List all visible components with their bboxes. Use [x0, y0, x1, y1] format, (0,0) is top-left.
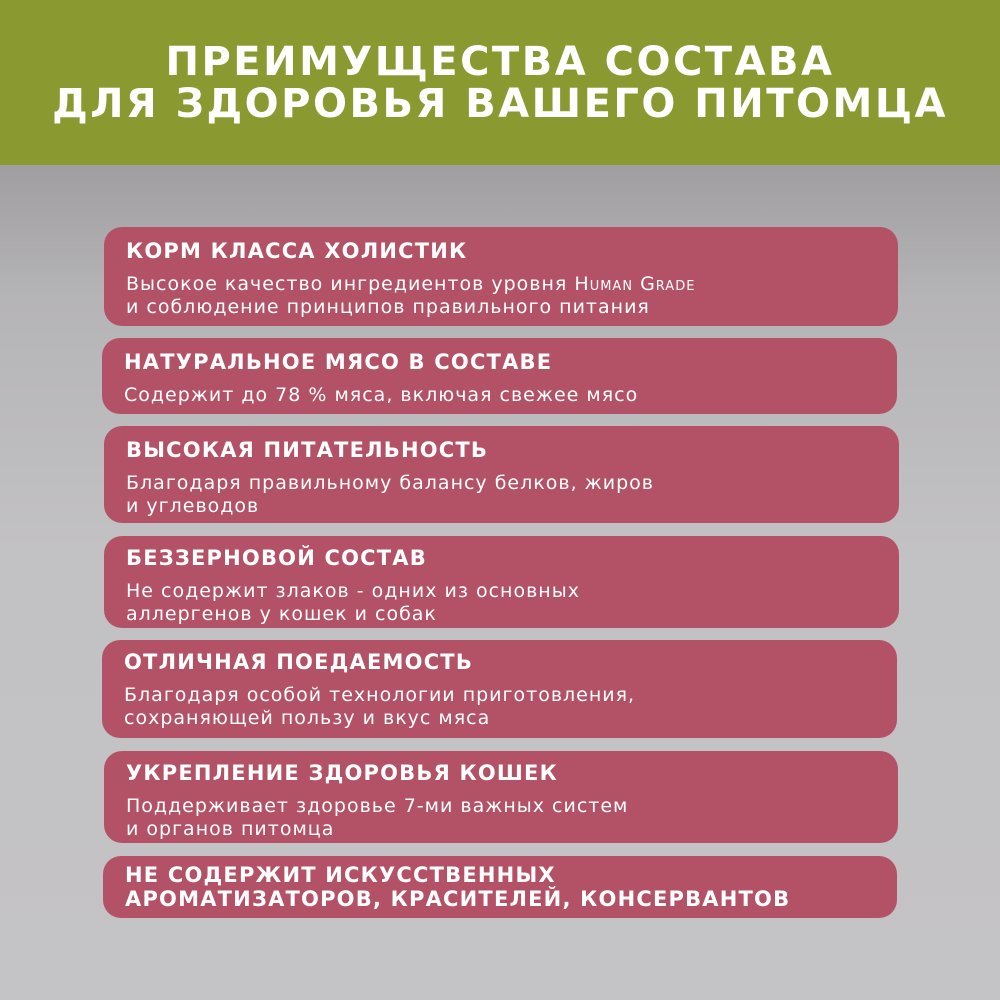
benefit-description-line-2: сохраняющей пользу и вкус мяса	[124, 707, 491, 729]
benefit-description-line-1: Высокое качество ингредиентов уровня Human Grade	[126, 273, 696, 295]
header-banner	[0, 0, 1000, 165]
benefit-title: НАТУРАЛЬНОЕ МЯСО В СОСТАВЕ	[124, 350, 553, 374]
page-title-line-2: ДЛЯ ЗДОРОВЬЯ ВАШЕГО ПИТОМЦА	[52, 80, 948, 127]
benefit-description-line-1: Содержит до 78 % мяса, включая свежее мясо	[124, 384, 639, 406]
benefit-card-holistic	[104, 227, 898, 326]
benefit-title: КОРМ КЛАССА ХОЛИСТИК	[126, 239, 468, 263]
benefit-card-natural-meat	[102, 338, 897, 414]
benefit-title-line-1: НЕ СОДЕРЖИТ ИСКУССТВЕННЫХ	[125, 863, 556, 887]
benefit-card-no-additives	[103, 856, 897, 918]
benefit-description-line-2: и органов питомца	[126, 818, 335, 840]
benefit-title: БЕЗЗЕРНОВОЙ СОСТАВ	[126, 546, 427, 570]
benefit-description-line-1: Поддерживает здоровье 7-ми важных систем	[126, 795, 629, 817]
benefit-title: ОТЛИЧНАЯ ПОЕДАЕМОСТЬ	[124, 650, 474, 674]
benefit-description-line-1: Благодаря правильному балансу белков, жиров	[126, 472, 654, 494]
benefit-description-line-2: и углеводов	[126, 495, 260, 517]
benefit-title: ВЫСОКАЯ ПИТАТЕЛЬНОСТЬ	[126, 438, 489, 462]
benefit-title-line-2: АРОМАТИЗАТОРОВ, КРАСИТЕЛЕЙ, КОНСЕРВАНТОВ	[125, 887, 791, 911]
benefit-description-line-1: Благодаря особой технологии приготовления,	[124, 684, 636, 706]
benefit-card-palatability	[102, 640, 897, 738]
page-title-line-1: ПРЕИМУЩЕСТВА СОСТАВА	[165, 38, 835, 85]
benefit-description-line-1: Не содержит злаков - одних из основных	[126, 580, 580, 602]
benefit-card-nutrition	[104, 426, 899, 523]
benefit-title: УКРЕПЛЕНИЕ ЗДОРОВЬЯ КОШЕК	[126, 761, 558, 785]
benefit-description-line-2: аллергенов у кошек и собак	[126, 603, 437, 625]
benefit-description-line-2: и соблюдение принципов правильного питания	[126, 296, 650, 318]
benefit-card-grain-free	[104, 536, 899, 628]
benefit-card-cat-health	[104, 751, 898, 843]
